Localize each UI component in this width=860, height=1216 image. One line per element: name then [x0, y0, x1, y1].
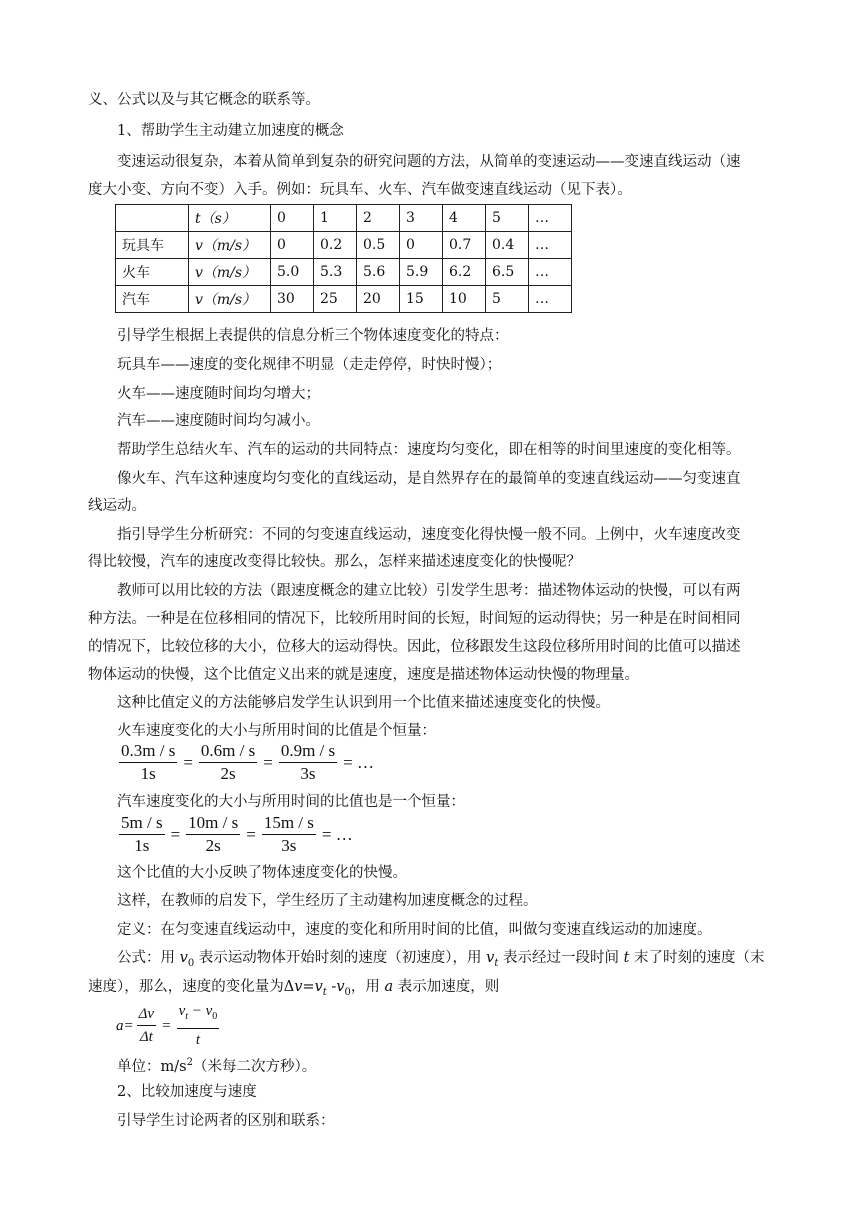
table-cell: v（m/s） — [189, 286, 271, 313]
equals-sign: = — [170, 825, 181, 844]
table-cell: 0 — [271, 232, 314, 259]
table-cell: 6.2 — [443, 259, 486, 286]
table-cell: v（m/s） — [189, 232, 271, 259]
table-cell: 0 — [400, 232, 443, 259]
table-cell: 0.7 — [443, 232, 486, 259]
text-run: 表示加速度，则 — [393, 979, 500, 995]
fraction — [177, 1001, 220, 1051]
subscript: t — [185, 1011, 189, 1022]
subscript: t — [494, 957, 499, 969]
fraction — [199, 741, 257, 785]
table-cell: 5 — [486, 205, 529, 232]
table-cell: 0.5 — [357, 232, 400, 259]
text-run: ，用 — [350, 979, 385, 995]
acceleration-formula — [116, 1001, 222, 1051]
table-cell: 10 — [443, 286, 486, 313]
table-cell: 1 — [314, 205, 357, 232]
paragraph-line: 汽车速度变化的大小与所用时间的比值也是一个恒量： — [117, 794, 465, 810]
table-cell: 4 — [443, 205, 486, 232]
subscript: 0 — [212, 1011, 218, 1022]
table-cell: v（m/s） — [189, 259, 271, 286]
text-run: 表示运动物体开始时刻的速度（初速度），用 — [194, 950, 487, 966]
paragraph-line: 得比较慢，汽车的速度改变得比较快。那么，怎样来描述速度变化的快慢呢？ — [88, 554, 581, 570]
table-cell: 25 — [314, 286, 357, 313]
subscript: t — [322, 986, 327, 998]
paragraph-line: 火车速度变化的大小与所用时间的比值是个恒量： — [117, 723, 436, 739]
paragraph-line: 这个比值的大小反映了物体速度变化的快慢。 — [117, 865, 407, 881]
equals-sign: = — [162, 1017, 171, 1034]
table-row — [116, 232, 572, 259]
table-row — [116, 286, 572, 313]
table-cell: 20 — [357, 286, 400, 313]
text-run: 末了时刻的速度（末 — [629, 950, 765, 966]
numerator: 5m / s — [119, 813, 165, 835]
table-cell: … — [529, 205, 572, 232]
paragraph-line: 这种比值定义的方法能够启发学生认识到用一个比值来描述速度变化的快慢。 — [117, 695, 610, 711]
denominator: 3s — [300, 764, 316, 783]
symbol-a: a — [384, 979, 394, 995]
paragraph-line: 像火车、汽车这种速度均匀变化的直线运动，是自然界存在的最简单的变速直线运动——匀变速直 — [117, 471, 741, 487]
denominator: t — [195, 1032, 201, 1048]
paragraph-line: 玩具车——速度的变化规律不明显（走走停停，时快时慢）； — [117, 357, 502, 373]
paragraph-line: 度大小变、方向不变）入手。例如：玩具车、火车、汽车做变速直线运动（见下表）。 — [88, 182, 632, 198]
denominator: 3s — [281, 836, 297, 855]
numerator: Δv — [137, 1004, 156, 1026]
text-run: 单位：m/s — [117, 1058, 187, 1075]
symbol-minus-v: -v — [326, 979, 345, 995]
paragraph-line: 种方法。一种是在位移相同的情况下，比较所用时间的长短，时间短的运动得快；另一种是在时间相同 — [88, 611, 741, 627]
fraction — [137, 1004, 156, 1048]
paragraph-line: 变速运动很复杂，本着从简单到复杂的研究问题的方法，从简单的变速运动——变速直线运动（速 — [117, 154, 741, 170]
paragraph-line: 这样，在教师的启发下，学生经历了主动建构加速度概念的过程。 — [117, 893, 538, 909]
text-run: （米每二次方秒）。 — [192, 1058, 317, 1075]
symbol-v: v — [179, 950, 188, 966]
paragraph-line: 引导学生讨论两者的区别和联系： — [117, 1113, 335, 1129]
table-cell — [116, 205, 189, 232]
equals-sign: = — [263, 753, 273, 772]
equals-sign: = — [246, 825, 256, 844]
fraction — [262, 813, 316, 857]
table-cell: 3 — [400, 205, 443, 232]
symbol-minus-v: − v — [188, 1003, 213, 1019]
unit-line — [117, 1053, 316, 1077]
numerator: 10m / s — [186, 813, 240, 835]
paragraph-line: 的情况下，比较位移的大小，位移大的运动得快。因此，位移跟发生这段位移所用时间的比值可以描述 — [88, 639, 741, 655]
paragraph-line: 火车——速度随时间均匀增大； — [117, 386, 320, 402]
numerator: 0.6m / s — [199, 741, 257, 763]
numerator — [177, 1001, 220, 1029]
formula-paragraph-line — [88, 977, 499, 1003]
section-heading-1: 1、帮助学生主动建立加速度的概念 — [117, 123, 344, 139]
table-cell: 0 — [271, 205, 314, 232]
table-cell: 0.4 — [486, 232, 529, 259]
numerator: 0.3m / s — [119, 741, 177, 763]
subscript: 0 — [187, 957, 195, 969]
subscript: 0 — [344, 986, 351, 998]
denominator: Δt — [139, 1029, 153, 1045]
section-heading-2: 2、比较加速度与速度 — [117, 1084, 257, 1100]
table-cell: 30 — [271, 286, 314, 313]
fraction — [279, 741, 337, 785]
velocity-table — [115, 204, 572, 313]
paragraph-line: 教师可以用比较的方法（跟速度概念的建立比较）引发学生思考：描述物体运动的快慢，可以有两 — [117, 583, 741, 599]
text-run: 表示经过一段时间 — [498, 950, 624, 966]
symbol-v: v — [178, 1003, 186, 1019]
denominator: 2s — [220, 764, 236, 783]
table-cell: 0.2 — [314, 232, 357, 259]
car-ratio-equation — [116, 813, 356, 857]
paragraph-line: 物体运动的快慢，这个比值定义出来的就是速度，速度是描述物体运动快慢的物理量。 — [88, 667, 639, 683]
symbol-t: t — [623, 950, 630, 966]
table-cell: … — [529, 232, 572, 259]
text-run: 公式：用 — [117, 950, 180, 966]
table-cell: 6.5 — [486, 259, 529, 286]
table-cell: 5.6 — [357, 259, 400, 286]
table-cell: 15 — [400, 286, 443, 313]
symbol-delta-v: v=v — [294, 979, 323, 995]
paragraph-line: 汽车——速度随时间均匀减小。 — [117, 413, 320, 429]
definition-line: 定义：在匀变速直线运动中，速度的变化和所用时间的比值，叫做匀变速直线运动的加速度。 — [117, 922, 712, 938]
symbol-v: v — [486, 950, 495, 966]
table-cell: … — [529, 259, 572, 286]
table-cell: t（s） — [189, 205, 271, 232]
train-ratio-equation — [116, 741, 377, 785]
table-cell: 5.0 — [271, 259, 314, 286]
numerator: 0.9m / s — [279, 741, 337, 763]
superscript: 2 — [186, 1057, 193, 1068]
equals-sign: = — [183, 753, 193, 772]
fraction — [119, 741, 177, 785]
equation-tail: = … — [321, 825, 353, 844]
paragraph-line: 指引导学生分析研究：不同的匀变速直线运动，速度变化得快慢一般不同。上例中，火车速度改变 — [117, 527, 741, 543]
paragraph-continuation: 义、公式以及与其它概念的联系等。 — [88, 92, 320, 108]
text-run: 速度），那么，速度的变化量为Δ — [88, 979, 295, 995]
table-cell: … — [529, 286, 572, 313]
paragraph-line: 引导学生根据上表提供的信息分析三个物体速度变化的特点： — [117, 328, 509, 344]
denominator: 2s — [205, 836, 221, 855]
formula-paragraph-line — [117, 948, 765, 974]
fraction — [119, 813, 165, 857]
table-header-row — [116, 205, 572, 232]
table-cell: 5.9 — [400, 259, 443, 286]
table-cell: 5.3 — [314, 259, 357, 286]
paragraph-line: 帮助学生总结火车、汽车的运动的共同特点：速度均匀变化，即在相等的时间里速度的变化相等。 — [117, 442, 741, 458]
formula-lhs: a= — [116, 1017, 134, 1034]
denominator: 1s — [140, 764, 156, 783]
paragraph-line: 线运动。 — [88, 498, 146, 514]
table-cell: 5 — [486, 286, 529, 313]
table-cell: 2 — [357, 205, 400, 232]
numerator: 15m / s — [262, 813, 316, 835]
table-cell: 火车 — [116, 259, 189, 286]
table-cell: 汽车 — [116, 286, 189, 313]
equation-tail: = … — [343, 753, 374, 772]
denominator: 1s — [134, 836, 150, 855]
fraction — [186, 813, 240, 857]
table-row — [116, 259, 572, 286]
table-cell: 玩具车 — [116, 232, 189, 259]
